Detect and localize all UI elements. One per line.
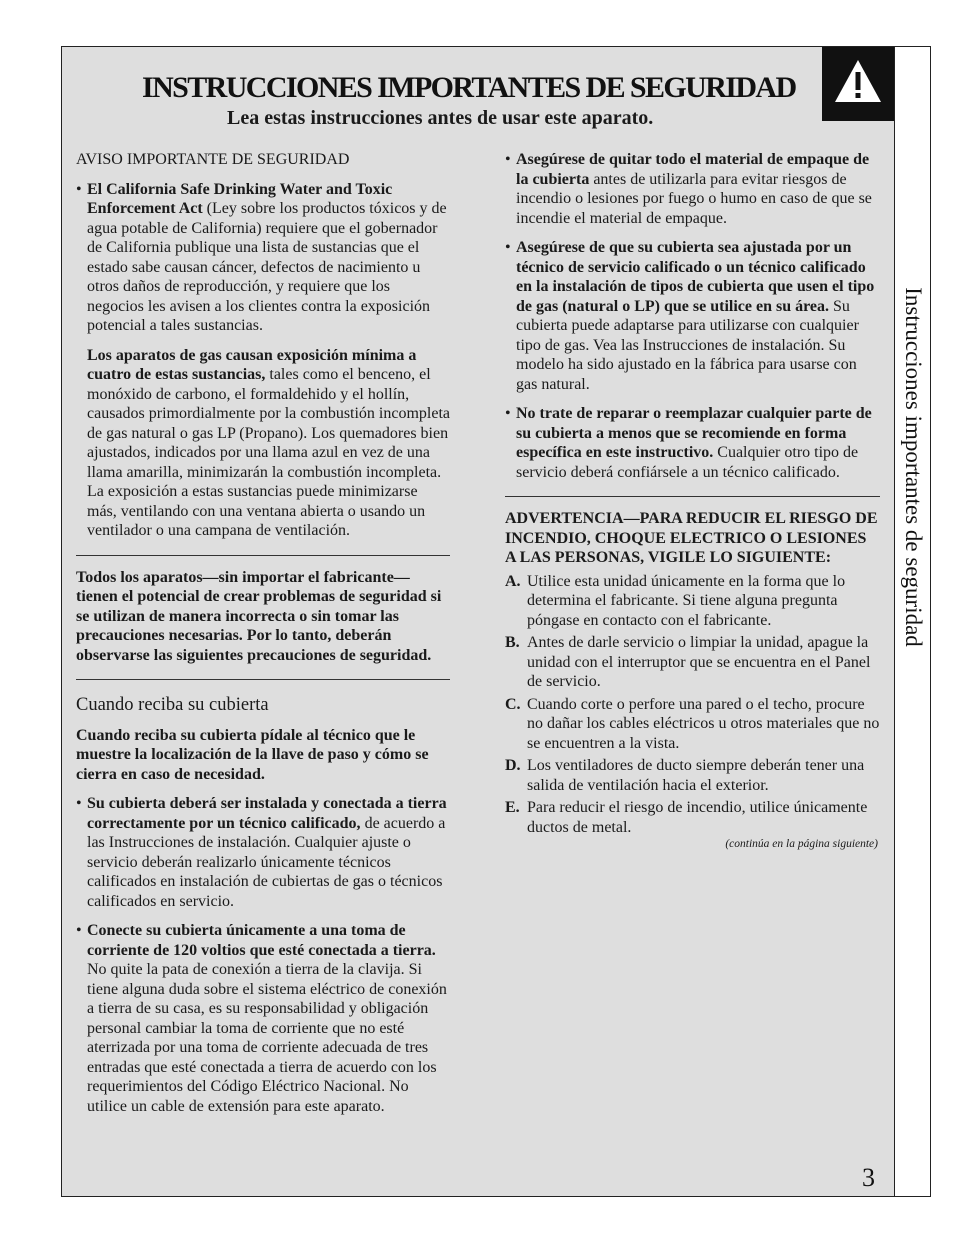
item-text: Utilice esta unidad únicamente en la forma que lo determina el fabricante. Si tiene alguna pregunta póngase en contacto con el fabricante. [527, 572, 846, 629]
item-letter: C. [505, 695, 521, 713]
repair-bold: No trate de reparar o reemplazar cualquier parte de su cubierta a menos que se recomiende en forma específica en este instructivo. [516, 405, 872, 461]
side-tab-label: Instrucciones importantes de seguridad [901, 287, 926, 647]
item-text: Antes de darle servicio o limpiar la unidad, apague la unidad con el interruptor que se encuentra en el Panel de servicio. [527, 634, 871, 690]
prop65-bold: El California Safe Drinking Water and Toxic Enforcement Act [87, 180, 393, 217]
bullet-mark: • [505, 239, 511, 256]
receive-heading: Cuando reciba su cubierta [76, 695, 269, 715]
continued-note: (continúa en la página siguiente) [725, 838, 878, 850]
list-item [505, 798, 880, 837]
prop65-paragraph [76, 180, 450, 336]
packing-bold: Asegúrese de quitar todo el material de empaque de la cubierta [516, 151, 870, 188]
right-column [505, 150, 880, 851]
packing-paragraph [505, 150, 880, 228]
divider [76, 679, 450, 680]
receive-intro: Cuando reciba su cubierta pídale al técnico que le muestre la localización de la llave de paso y cómo se cierra en caso de necesidad. [76, 726, 429, 783]
gas-exposure-text: tales como el benceno, el monóxido de carbono, el formaldehido y el hollín, causados primordialmente por la combustión incompleta de gas natural o gas LP (Propano). Los quemadores bien ajustados, indicados por una llama azul en vez de una llama amarilla, minimizarán la combustión incompleta. La exposición a estas sustancias puede minimizarse más, ventilando con una ventana abierta o usando un ventilador o una campana de ventilación. [87, 366, 451, 539]
bullet-mark: • [76, 922, 82, 939]
item-text: Cuando corte o perfore una pared o el techo, procure no dañar los cables eléctricos u otros materiales que no se encuentren a la vista. [527, 695, 880, 752]
bullet-mark: • [505, 405, 511, 422]
item-letter: B. [505, 634, 520, 651]
divider [505, 496, 880, 497]
item-text: Para reducir el riesgo de incendio, utilice únicamente ductos de metal. [527, 799, 868, 836]
outlet-bold: Conecte su cubierta únicamente a una toma de corriente de 120 voltios que esté conectada a tierra. [87, 922, 436, 959]
gas-type-paragraph [505, 238, 880, 394]
page-number: 3 [862, 1163, 875, 1192]
install-text: de acuerdo a las Instrucciones de instalación. Cualquier ajuste o servicio deberán realizarlo únicamente técnicos calificados en instalación de cubiertas de gas o técnicos calificados en servicio. [87, 814, 446, 910]
gas-type-text: Su cubierta puede adaptarse para utilizarse con cualquier tipo de gas. Vea las Instrucciones de instalación. Su modelo ha sido ajustado en la fábrica para usarse con gas natural. [516, 297, 859, 393]
warning-box [822, 47, 894, 121]
list-item [505, 756, 880, 795]
all-appliances-paragraph: Todos los aparatos—sin importar el fabricante—tienen el potencial de crear problemas de seguridad si se utilizan de manera incorrecta o sin tomar las precauciones necesarias. Por lo tanto, deberán observarse las siguientes precauciones de seguridad. [76, 568, 442, 664]
install-bold: Su cubierta deberá ser instalada y conectada a tierra correctamente por un técnico calificado, [87, 795, 447, 832]
warning-heading: ADVERTENCIA—PARA REDUCIR EL RIESGO DE INCENDIO, CHOQUE ELECTRICO O LESIONES A LAS PERSONAS, VIGILE LO SIGUIENTE: [505, 510, 878, 566]
list-item [505, 695, 880, 754]
side-tab [894, 47, 930, 1196]
list-item [505, 633, 880, 692]
repair-paragraph [505, 404, 880, 482]
divider [76, 555, 450, 556]
page-title: INSTRUCCIONES IMPORTANTES DE SEGURIDAD [142, 71, 796, 104]
page-subtitle: Lea estas instrucciones antes de usar este aparato. [227, 107, 654, 129]
gas-exposure-bold: Los aparatos de gas causan exposición mínima a cuatro de estas sustancias, [87, 346, 417, 383]
repair-text: Cualquier otro tipo de servicio deberá confiársele a un técnico calificado. [516, 444, 859, 481]
content-panel [62, 47, 894, 1196]
gas-type-bold: Asegúrese de que su cubierta sea ajustada por un técnico de servicio calificado o un técnico calificado en la instalación de tipos de cubierta que usen el tipo de gas (natural o LP) que se utilice en su área. [516, 239, 875, 315]
left-column [76, 150, 450, 1116]
warning-list [505, 572, 880, 838]
outlet-text: No quite la pata de conexión a tierra de la clavija. Si tiene alguna duda sobre el sistema eléctrico de conexión a tierra de su casa, es su responsabilidad y obligación personal cambiar la toma de corriente que no esté aterrizada por una toma de corriente adecuada de tres entradas que esté conectada a tierra de acuerdo con los requerimientos del Código Eléctrico Nacional. No utilice un cable de extensión para este aparato. [87, 961, 447, 1115]
notice-heading: AVISO IMPORTANTE DE SEGURIDAD [76, 151, 350, 168]
item-letter: E. [505, 799, 520, 816]
packing-text: antes de utilizarla para evitar riesgos de incendio o lesiones por fuego o humo en caso de que se incendie el material de empaque. [516, 170, 872, 227]
bullet-mark: • [505, 151, 511, 168]
bullet-mark: • [76, 180, 82, 198]
item-text: Los ventiladores de ducto siempre deberán tener una salida de ventilación hacia el exterior. [527, 757, 865, 794]
page-frame [61, 46, 931, 1197]
item-letter: D. [505, 757, 521, 774]
gas-exposure-paragraph [76, 346, 450, 541]
list-item [505, 572, 880, 631]
item-letter: A. [505, 572, 521, 590]
bullet-mark: • [76, 795, 82, 812]
prop65-text: (Ley sobre los productos tóxicos y de agua potable de California) requiere que el gobernador de California publique una lista de sustancias que el estado sabe causan cáncer, defectos de nacimiento u otros daños de reproducción, y requiere que los negocios les avisen a los clientes contra la exposición potencial a tales sustancias. [87, 200, 447, 334]
install-paragraph [76, 794, 450, 911]
outlet-paragraph [76, 921, 450, 1116]
warning-triangle-icon [833, 57, 883, 105]
